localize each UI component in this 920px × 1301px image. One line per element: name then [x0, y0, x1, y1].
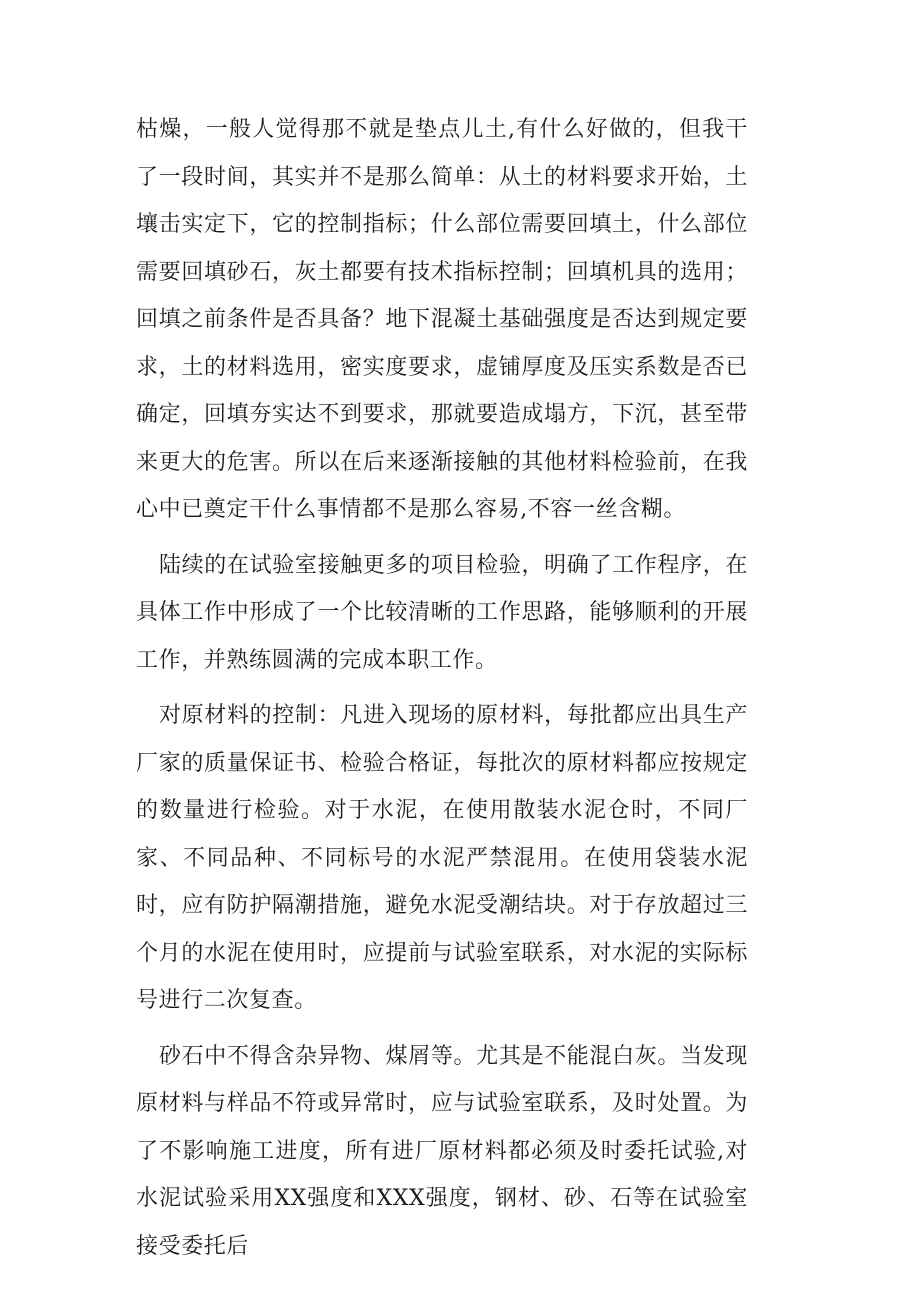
paragraph-sand-gravel: 砂石中不得含杂异物、煤屑等。尤其是不能混白灰。当发现原材料与样品不符或异常时，应与试验室联系，及时处置。为了不影响施工进度，所有进厂原材料都必须及时委托试验,对水泥试验采用XX强度和XXX强度，钢材、砂、石等在试验室接受委托后 — [136, 1043, 748, 1259]
paragraph-lab-work: 陆续的在试验室接触更多的项目检验，明确了工作程序，在具体工作中形成了一个比较清晰的工作思路，能够顺利的开展工作，并熟练圆满的完成本职工作。 — [136, 552, 748, 673]
paragraph-raw-material-control: 对原材料的控制：凡进入现场的原材料，每批都应出具生产厂家的质量保证书、检验合格证，每批次的原材料都应按规定的数量进行检验。对于水泥，在使用散装水泥仓时，不同厂家、不同品种、不同标号的水泥严禁混用。在使用袋装水泥时，应有防护隔潮措施，避免水泥受潮结块。对于存放超过三个月的水泥在使用时，应提前与试验室联系，对水泥的实际标号进行二次复查。 — [136, 703, 748, 1013]
document-body — [136, 106, 748, 1270]
paragraph-backfill: 枯燥，一般人觉得那不就是垫点儿土,有什么好做的，但我干了一段时间，其实并不是那么简单：从土的材料要求开始，土壤击实定下，它的控制指标；什么部位需要回填土，什么部位需要回填砂石，灰土都要有技术指标控制；回填机具的选用；回填之前条件是否具备？地下混凝土基础强度是否达到规定要求，土的材料选用，密实度要求，虚铺厚度及压实系数是否已确定，回填夯实达不到要求，那就要造成塌方，下沉，甚至带来更大的危害。所以在后来逐渐接触的其他材料检验前，在我心中已奠定干什么事情都不是那么容易,不容一丝含糊。 — [136, 117, 748, 522]
